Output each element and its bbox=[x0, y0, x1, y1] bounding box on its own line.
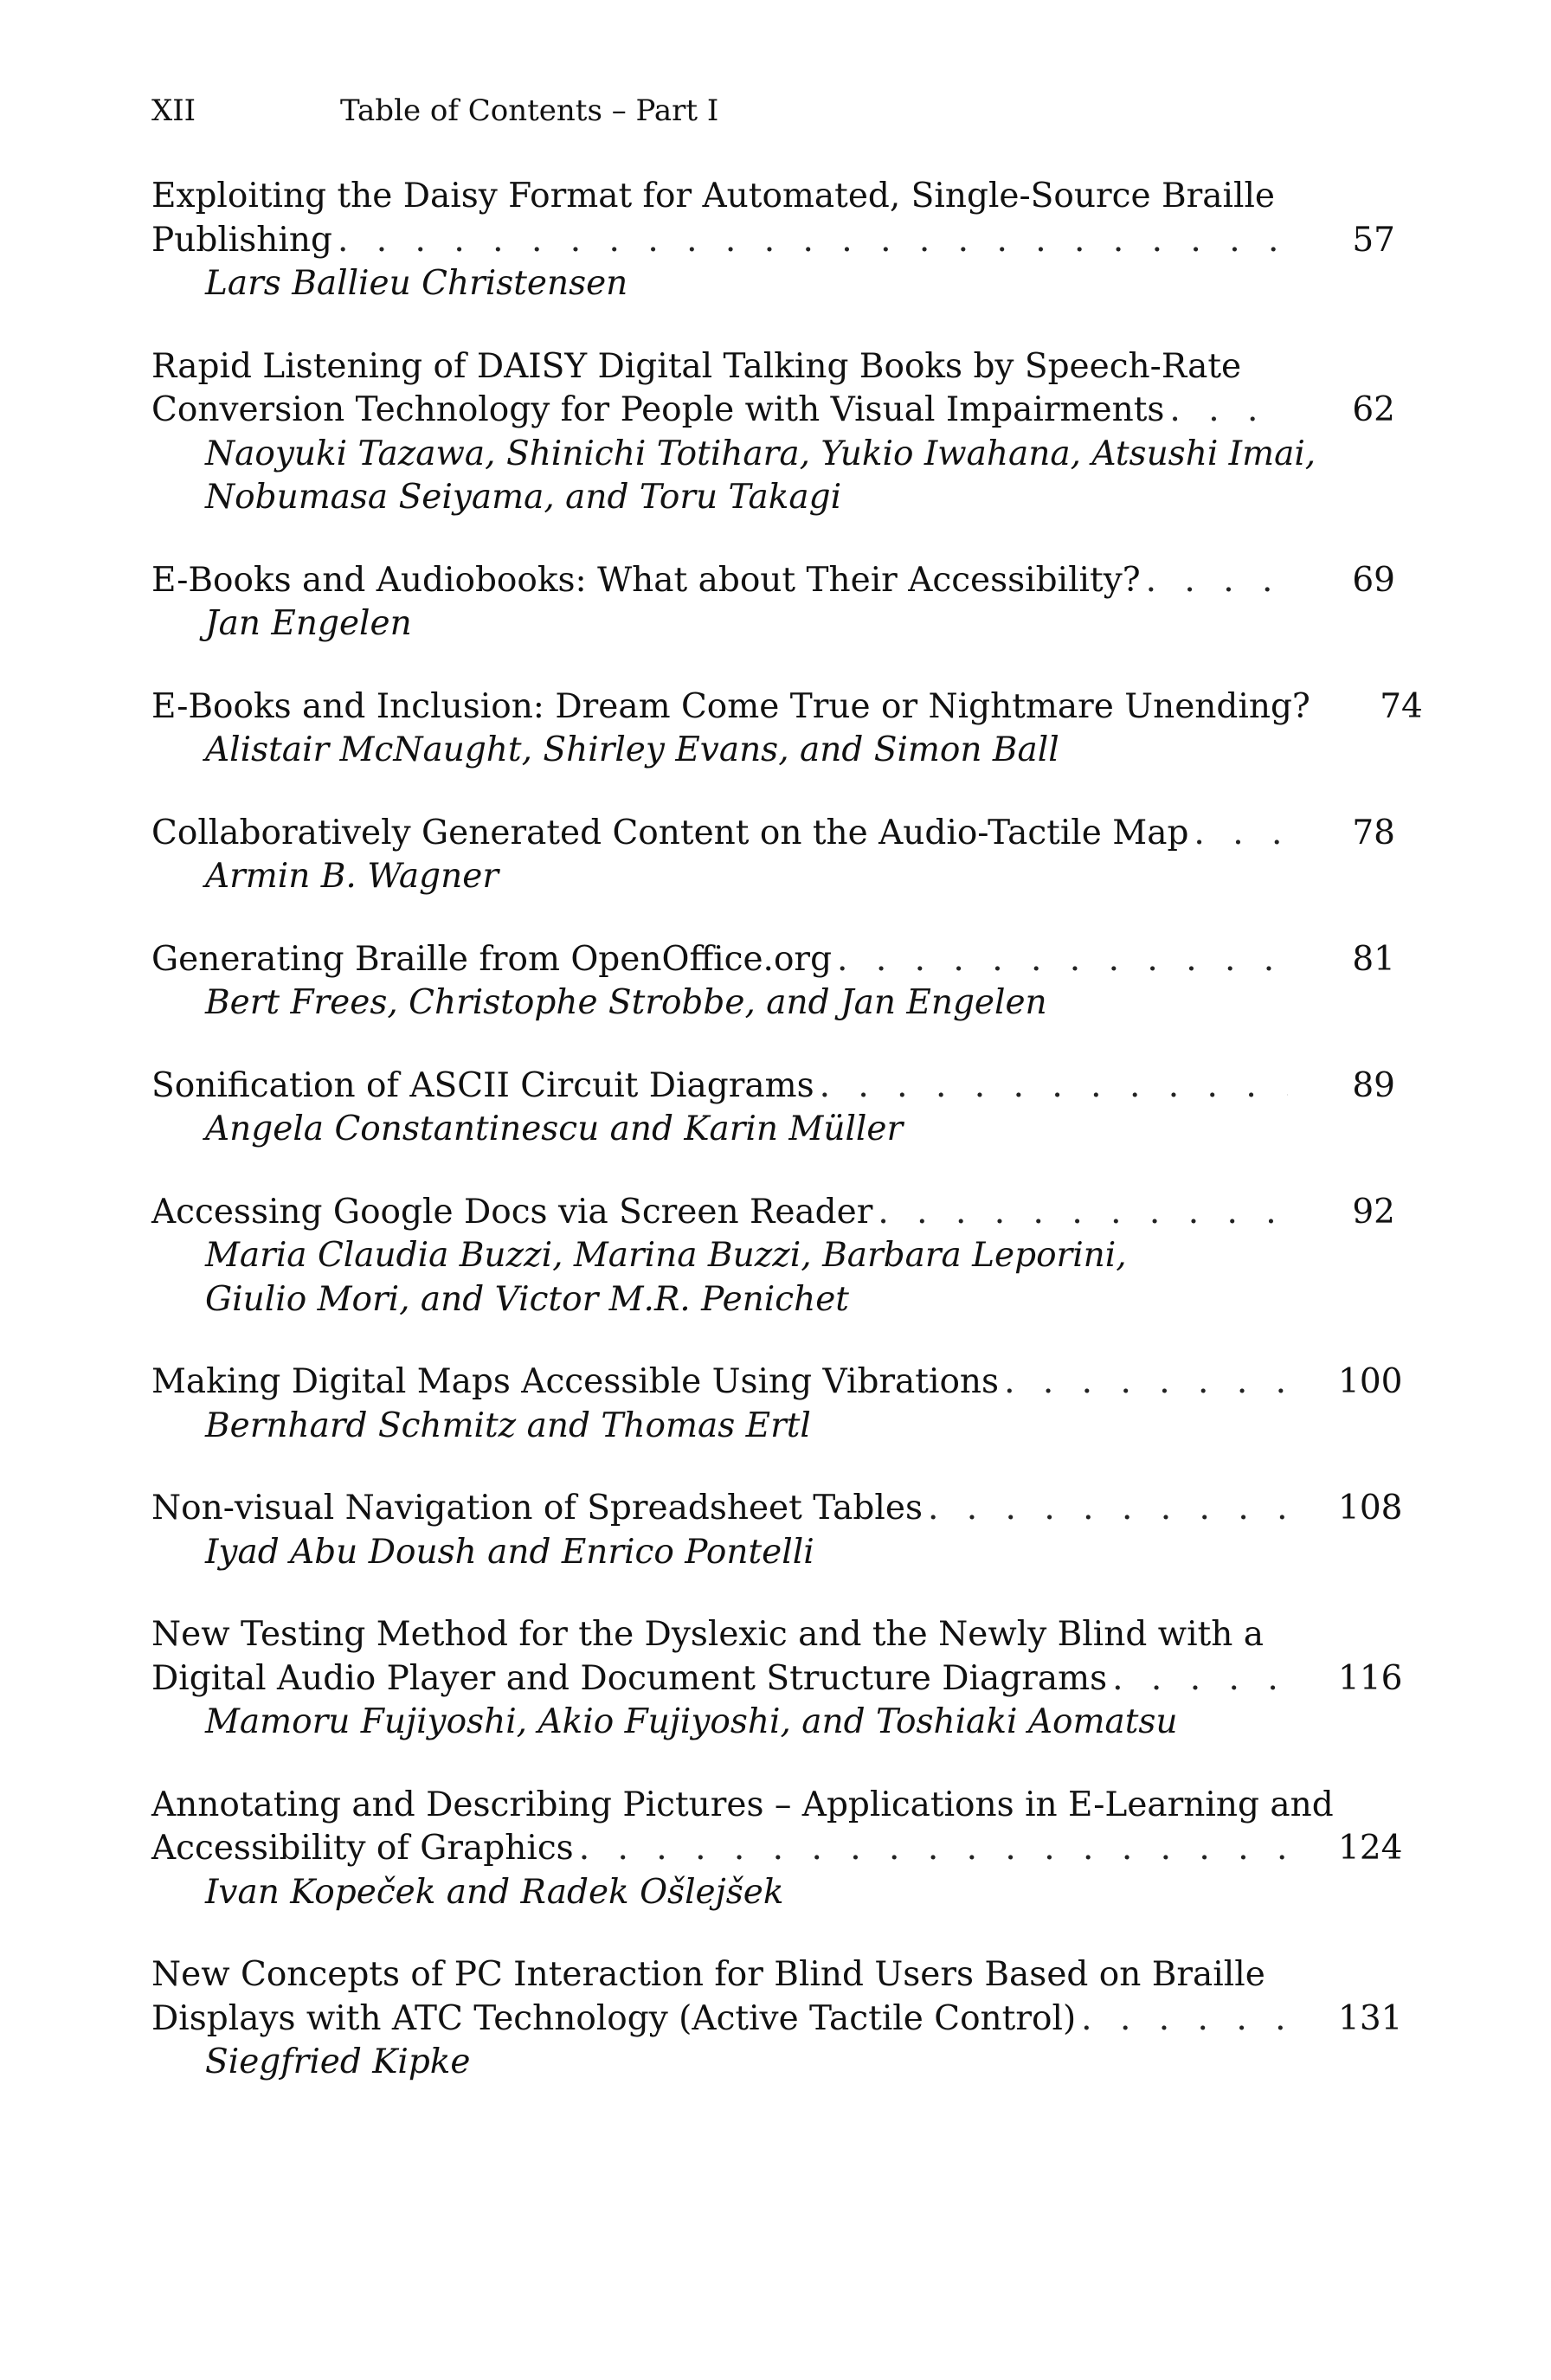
entry-authors: Iyad Abu Doush and Enrico Pontelli bbox=[205, 1532, 814, 1572]
entry-authors: Bernhard Schmitz and Thomas Ertl bbox=[205, 1405, 811, 1445]
toc-entry[interactable] bbox=[151, 1784, 1403, 1915]
entry-page-number: 116 bbox=[1338, 1658, 1403, 1698]
dot-leader bbox=[1112, 1657, 1288, 1701]
entry-authors: Siegfried Kipke bbox=[205, 2042, 471, 2081]
toc-entry[interactable] bbox=[151, 1953, 1403, 2085]
entry-title-line: Displays with ATC Technology (Active Tactile Control) bbox=[151, 1998, 1077, 2038]
toc-entry[interactable] bbox=[151, 1065, 1395, 1152]
entry-authors: Bert Frees, Christophe Strobbe, and Jan Engelen bbox=[205, 983, 1047, 1022]
entry-page-number: 108 bbox=[1338, 1489, 1403, 1528]
entry-title-last-line bbox=[151, 1827, 1403, 1871]
dot-leader bbox=[1004, 1360, 1288, 1405]
entry-authors: Armin B. Wagner bbox=[205, 857, 499, 896]
entry-authors: Angela Constantinescu and Karin Müller bbox=[205, 1110, 904, 1148]
entry-title-line: Digital Audio Player and Document Structure Diagrams bbox=[151, 1658, 1108, 1698]
entry-title-line: Accessing Google Docs via Screen Reader bbox=[151, 1192, 873, 1232]
entry-title-line: Conversion Technology for People with Visual Impairments bbox=[151, 390, 1165, 429]
entry-title-last-line bbox=[151, 1487, 1403, 1531]
entry-page-number: 124 bbox=[1338, 1829, 1403, 1868]
entry-page-number: 131 bbox=[1338, 1998, 1403, 2038]
dot-leader bbox=[338, 219, 1288, 263]
entry-title-line: Making Digital Maps Accessible Using Vibrations bbox=[151, 1362, 1000, 1401]
entry-title-last-line bbox=[151, 389, 1395, 433]
dot-leader bbox=[878, 1191, 1288, 1235]
toc-page bbox=[151, 93, 1423, 2124]
toc-entry[interactable] bbox=[151, 812, 1395, 899]
entry-title-last-line bbox=[151, 938, 1395, 982]
dot-leader bbox=[928, 1487, 1288, 1531]
entry-title-line: Annotating and Describing Pictures – Applications in E-Learning and bbox=[151, 1785, 1334, 1824]
entry-title-last-line bbox=[151, 219, 1395, 263]
toc-entry[interactable] bbox=[151, 1360, 1403, 1448]
entry-title-line: Non-visual Navigation of Spreadsheet Tables bbox=[151, 1489, 923, 1528]
entry-page-number: 62 bbox=[1352, 390, 1395, 429]
toc-entry[interactable] bbox=[151, 345, 1395, 520]
entry-authors: Jan Engelen bbox=[205, 604, 412, 643]
dot-leader bbox=[1194, 812, 1288, 856]
entry-title-line: E-Books and Audiobooks: What about Their Accessibility? bbox=[151, 560, 1141, 600]
entry-title-line: E-Books and Inclusion: Dream Come True or Nightmare Unending? bbox=[151, 686, 1310, 726]
toc-entry[interactable] bbox=[151, 1191, 1395, 1322]
toc-entry[interactable] bbox=[151, 1613, 1403, 1745]
entry-authors: Lars Ballieu Christensen bbox=[205, 264, 628, 303]
entry-title-line: New Concepts of PC Interaction for Blind Users Based on Braille bbox=[151, 1955, 1265, 1994]
dot-leader bbox=[1081, 1997, 1288, 2042]
entry-authors: Maria Claudia Buzzi, Marina Buzzi, Barbara Leporini, bbox=[205, 1236, 1127, 1275]
toc-entry[interactable] bbox=[151, 938, 1395, 1026]
entry-title-line: Exploiting the Daisy Format for Automated, Single-Source Braille bbox=[151, 177, 1276, 215]
entry-page-number: 100 bbox=[1338, 1362, 1403, 1401]
entry-title-line: New Testing Method for the Dyslexic and the Newly Blind with a bbox=[151, 1615, 1265, 1654]
entry-page-number: 81 bbox=[1352, 939, 1395, 979]
entry-page-number: 78 bbox=[1352, 813, 1395, 852]
dot-leader bbox=[1169, 389, 1288, 433]
dot-leader bbox=[837, 938, 1288, 982]
entry-title-last-line bbox=[151, 1657, 1403, 1701]
toc-entry[interactable] bbox=[151, 1487, 1403, 1574]
entry-title-last-line bbox=[151, 685, 1423, 730]
toc-entry[interactable] bbox=[151, 685, 1423, 773]
entry-title-line: Sonification of ASCII Circuit Diagrams bbox=[151, 1065, 814, 1105]
entry-authors: Mamoru Fujiyoshi, Akio Fujiyoshi, and Toshiaki Aomatsu bbox=[205, 1702, 1178, 1741]
dot-leader bbox=[820, 1065, 1288, 1109]
entry-title-line: Publishing bbox=[151, 220, 332, 260]
table-of-contents bbox=[151, 175, 1423, 2085]
entry-page-number: 57 bbox=[1352, 220, 1395, 260]
entry-page-number: 92 bbox=[1352, 1192, 1395, 1232]
entry-page-number: 69 bbox=[1352, 560, 1395, 600]
entry-title-line: Collaboratively Generated Content on the Audio-Tactile Map bbox=[151, 813, 1189, 852]
entry-title-last-line bbox=[151, 1191, 1395, 1235]
entry-authors: Alistair McNaught, Shirley Evans, and Simon Ball bbox=[205, 730, 1059, 769]
toc-entry[interactable] bbox=[151, 175, 1395, 306]
entry-title-line: Accessibility of Graphics bbox=[151, 1829, 574, 1868]
entry-title-last-line bbox=[151, 559, 1395, 603]
entry-page-number: 89 bbox=[1352, 1065, 1395, 1105]
entry-title-last-line bbox=[151, 1065, 1395, 1109]
entry-title-line: Rapid Listening of DAISY Digital Talking Books by Speech-Rate bbox=[151, 346, 1242, 386]
running-header bbox=[151, 93, 1395, 145]
entry-title-last-line bbox=[151, 1997, 1403, 2042]
toc-entry[interactable] bbox=[151, 559, 1395, 646]
section-title: Table of Contents – Part I bbox=[340, 93, 719, 128]
entry-authors: Ivan Kopeček and Radek Ošlejšek bbox=[205, 1872, 784, 1912]
page-number-roman: XII bbox=[151, 93, 196, 128]
entry-authors: Giulio Mori, and Victor M.R. Penichet bbox=[205, 1279, 849, 1319]
entry-title-line: Generating Braille from OpenOffice.org bbox=[151, 939, 833, 979]
entry-title-last-line bbox=[151, 812, 1395, 856]
entry-title-last-line bbox=[151, 1360, 1403, 1405]
entry-authors: Naoyuki Tazawa, Shinichi Totihara, Yukio Iwahana, Atsushi Imai, bbox=[205, 434, 1316, 473]
dot-leader bbox=[1146, 559, 1288, 603]
entry-authors: Nobumasa Seiyama, and Toru Takagi bbox=[205, 478, 842, 517]
dot-leader bbox=[579, 1827, 1288, 1871]
entry-page-number: 74 bbox=[1380, 686, 1423, 726]
